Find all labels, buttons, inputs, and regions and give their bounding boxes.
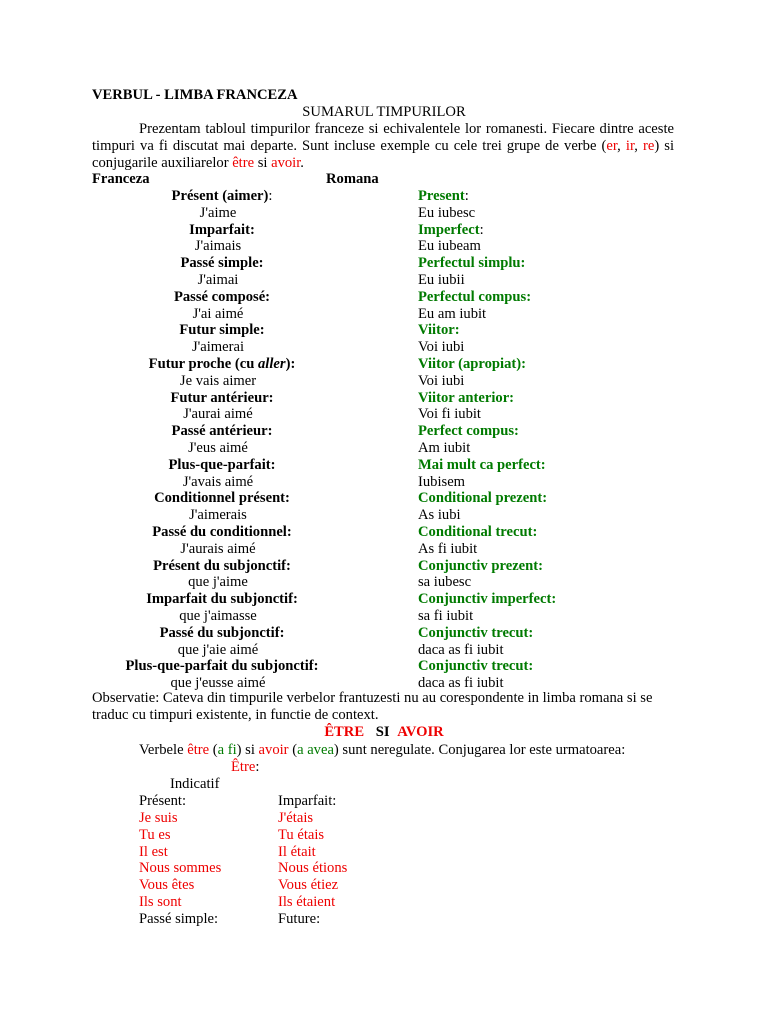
tense-fr-example: J'aime [199,204,237,221]
tense-ro-example: Eu iubeam [418,238,481,255]
tense-fr-heading: Passé composé: [173,288,271,305]
tense-ro-heading: Conjunctiv trecut: [418,658,534,675]
tense-fr-heading: Futur antérieur: [170,389,274,406]
tense-ro-heading: Conditional trecut: [418,524,538,540]
present-form: Vous êtes [139,877,195,894]
tense-ro-heading: Perfectul compus: [418,288,532,305]
tense-fr-heading: Passé antérieur: [171,423,273,440]
tense-ro-heading: Viitor anterior: [418,389,515,406]
imparfait-label: Imparfait: [278,793,337,809]
imparfait-form: J'étais [278,810,314,826]
tense-fr-heading: Imparfait: [189,221,255,238]
etre-avoir-heading [0,724,768,741]
verbe-line: Verbele être (a fi) si avoir (a avea) sunt neregulate. Conjugarea lor este urmatoarea: [139,742,626,758]
heading-etre: ÊTRE [324,724,365,740]
tense-fr-example: J'aimerai [191,339,245,356]
tense-fr-heading: Passé du subjonctif: [159,624,285,641]
future-label: Future: [278,911,321,927]
tense-fr-example: Je vais aimer [179,372,257,389]
word-etre: être [232,154,255,171]
tense-fr-heading: Présent du subjonctif: [153,557,291,574]
tense-ro-heading: Present: [418,188,469,204]
present-form: Tu es [139,826,171,843]
tense-ro-example: daca as fi iubit [418,641,504,658]
tense-ro-example: sa iubesc [418,574,472,591]
tense-ro-example: Am iubit [418,440,471,456]
present-form: Il est [139,843,168,860]
tense-fr-heading: Passé simple: [180,255,264,272]
tense-fr-heading: Imparfait du subjonctif: [146,591,298,608]
tense-ro-example: daca as fi iubit [418,675,504,692]
tense-ro-heading: Perfectul simplu: [418,255,526,272]
tense-fr-heading: Plus-que-parfait du subjonctif: [125,658,319,675]
tense-fr-example: que j'aimasse [179,608,257,624]
tense-fr-example: J'aimai [197,272,239,288]
word-avoir: avoir [271,154,301,171]
tense-ro-heading: Conjunctiv prezent: [418,557,543,574]
etre-label: Être: [231,759,260,775]
tense-fr-example: que j'aie aimé [177,641,259,658]
tense-fr-example: J'aurais aimé [180,540,256,557]
tense-fr-heading: Présent (aimer): [171,188,273,204]
tense-fr-heading: Passé du conditionnel: [152,524,292,540]
tense-ro-heading: Viitor: [418,322,460,339]
suffix-ir: ir [625,137,635,154]
tense-ro-example: Eu am iubit [418,305,487,322]
tense-fr-heading: Conditionnel présent: [154,490,290,507]
tense-fr-example: J'ai aimé [192,305,244,322]
tense-ro-heading: Conjunctiv trecut: [418,624,534,641]
column-header-franceza: Franceza [92,171,150,187]
present-form: Je suis [139,810,178,826]
tense-ro-example: Eu iubii [418,272,465,288]
tense-fr-heading: Plus-que-parfait: [168,456,276,473]
tense-ro-heading: Perfect compus: [418,423,519,440]
imparfait-form: Il était [278,843,316,860]
tense-fr-example: que j'aime [188,574,248,591]
observatie-paragraph: Observatie: Cateva din timpurile verbelor frantuzesti nu au corespondente in limba romana si se traduc cu timpuri existente, in functie de context. [92,690,653,723]
column-header-romana: Romana [326,171,379,187]
tense-ro-heading: Conjunctiv imperfect: [418,591,557,608]
heading-si: SI [375,724,390,740]
tense-ro-heading: Viitor (apropiat): [418,356,526,372]
tense-ro-heading: Mai mult ca perfect: [418,456,546,473]
tense-ro-example: Voi iubi [418,339,465,356]
tense-ro-heading: Conditional prezent: [418,490,548,507]
tense-ro-example: Eu iubesc [418,204,476,221]
imparfait-form: Vous étiez [278,877,339,894]
tense-fr-heading: Futur simple: [179,322,265,339]
suffix-re: re [642,137,655,154]
present-form: Ils sont [139,894,182,910]
heading-avoir: AVOIR [397,724,444,740]
present-label: Présent: [139,793,187,809]
document-title: VERBUL - LIMBA FRANCEZA [92,87,298,103]
passe-simple-label: Passé simple: [139,911,219,927]
tense-ro-example: As fi iubit [418,540,478,557]
imparfait-form: Tu étais [278,826,325,843]
intro-paragraph: Prezentam tabloul timpurilor franceze si echivalentele lor romanesti. Fiecare dintre aceste timpuri va fi discutat mai departe. Sunt incluse exemple cu cele trei grupe de verbe (er, ir, re) si conjugarile auxiliarelor être si avoir. [92,121,675,171]
document-subtitle: SUMARUL TIMPURILOR [302,104,466,120]
indicatif-label: Indicatif [170,776,220,792]
tense-fr-example: que j'eusse aimé [170,675,266,692]
tense-ro-example: As iubi [418,507,461,524]
tense-ro-example: sa fi iubit [418,608,474,624]
tense-fr-heading: Futur proche (cu aller): [148,356,296,372]
present-form: Nous sommes [139,860,222,877]
tense-fr-example: J'aimais [194,238,242,255]
tense-ro-heading: Imperfect: [418,221,484,238]
tense-fr-example: J'aimerais [189,507,247,524]
tense-fr-example: J'eus aimé [188,440,248,456]
imparfait-form: Nous étions [278,860,348,877]
tense-fr-example: J'aurai aimé [183,406,253,423]
tense-ro-example: Voi fi iubit [418,406,481,423]
imparfait-form: Ils étaient [278,894,336,910]
tense-fr-example: J'avais aimé [182,473,254,490]
tense-ro-example: Voi iubi [418,372,465,389]
tense-ro-example: Iubisem [418,473,466,490]
suffix-er: er [606,137,618,154]
